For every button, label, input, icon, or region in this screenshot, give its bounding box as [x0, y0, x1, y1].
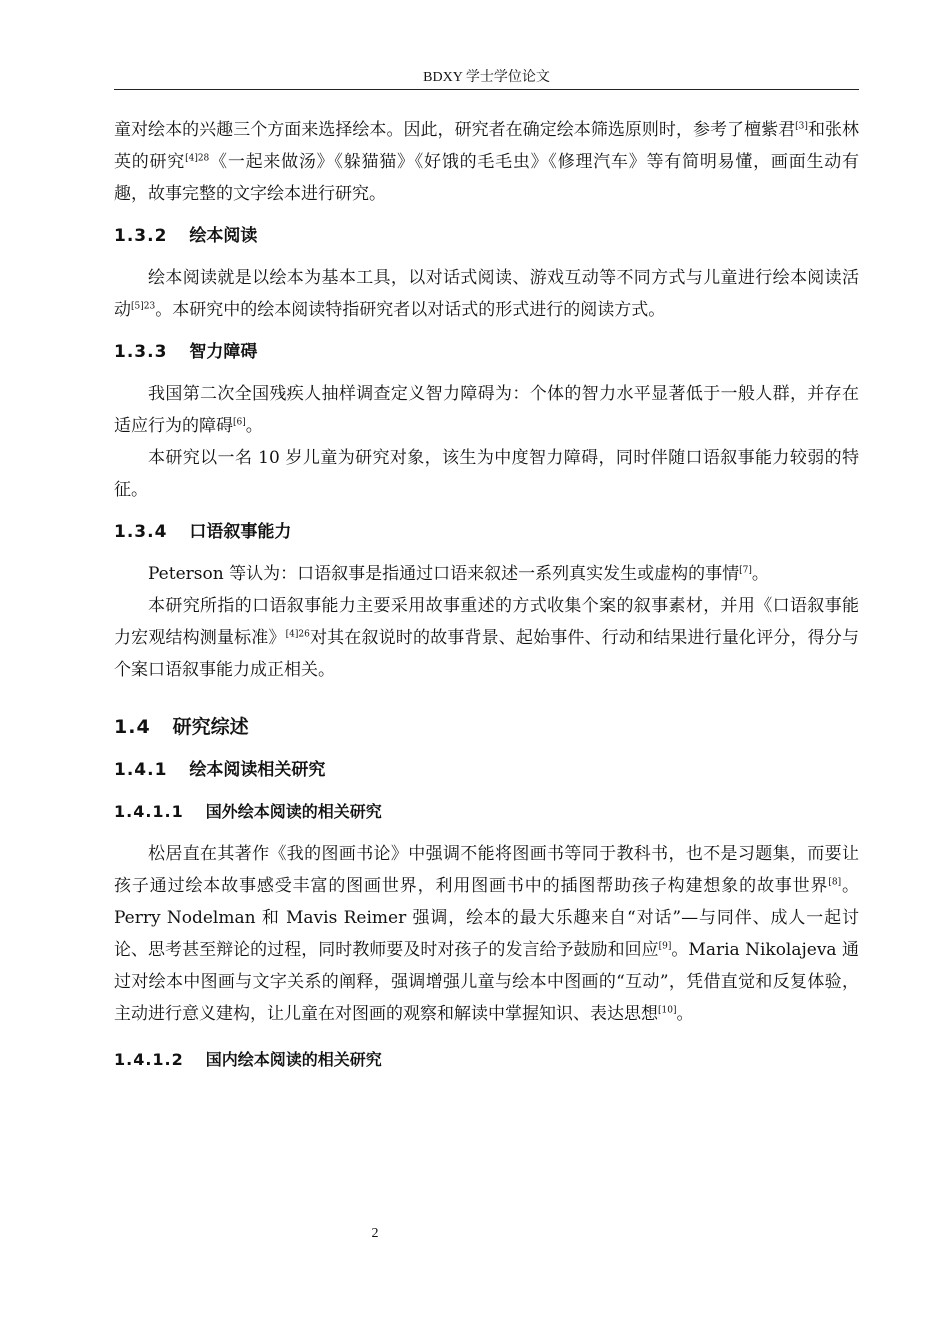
- citation: [9]: [658, 941, 672, 952]
- paragraph-5: Peterson 等认为：口语叙事是指通过口语来叙述一系列真实发生或虚构的事情[7]。: [148, 564, 769, 584]
- section-heading-1-4-1: 1.4.1 绘本阅读相关研究: [114, 760, 326, 780]
- paragraph-3: 我国第二次全国残疾人抽样调查定义智力障碍为：个体的智力水平显著低于一般人群，并存在适应行为的障碍[6]。: [114, 384, 859, 436]
- page-number: 2: [371, 1226, 379, 1241]
- citation: [6]: [233, 417, 246, 428]
- paragraph-2: 绘本阅读就是以绘本为基本工具，以对话式阅读、游戏互动等不同方式与儿童进行绘本阅读活动$^{[5]23}$。本研究中的绘本阅读特指研究者以对话式的形式进行的阅读方式。: [114, 268, 859, 320]
- paragraph-1: 童对绘本的兴趣三个方面来选择绘本。因此，研究者在确定绘本筛选原则时，参考了檀紫君[3]和张林英的研究$^{[4]28}$《一起来做汤》《躲猫猫》《好饿的毛毛虫》《修理汽车》等有简明易懂，画面生动有趣，故事完整的文字绘本进行研究。: [114, 120, 860, 204]
- section-heading-1-3-3: 1.3.3 智力障碍: [114, 342, 258, 362]
- paragraph-4: 本研究以一名 10 岁儿童为研究对象，该生为中度智力障碍，同时伴随口语叙事能力较弱的特征。: [114, 448, 859, 500]
- citation: [7]: [739, 565, 752, 576]
- page-body: [114, 114, 859, 1076]
- citation: [4]26: [285, 629, 310, 640]
- page-header: BDXY 学士学位论文: [114, 66, 859, 90]
- section-heading-1-4-1-1: 1.4.1.1 国外绘本阅读的相关研究: [114, 802, 382, 821]
- citation: [10]: [658, 1005, 677, 1016]
- citation: [3]: [795, 121, 808, 132]
- section-heading-1-4-1-2: 1.4.1.2 国内绘本阅读的相关研究: [114, 1050, 382, 1069]
- paragraph-6: 本研究所指的口语叙事能力主要采用故事重述的方式收集个案的叙事素材，并用《口语叙事能力宏观结构测量标准》$^{[4]26}$对其在叙说时的故事背景、起始事件、行动和结果进行量化评分，得分与个案口语叙事能力成正相关。: [114, 596, 860, 680]
- section-heading-1-3-4: 1.3.4 口语叙事能力: [114, 522, 292, 542]
- citation: [4]28: [185, 153, 210, 164]
- citation: [5]23: [131, 301, 156, 312]
- citation: [8]: [828, 877, 842, 888]
- section-heading-1-3-2: 1.3.2 绘本阅读: [114, 226, 258, 246]
- section-heading-1-4: 1.4 研究综述: [114, 716, 249, 738]
- paragraph-7: 松居直在其著作《我的图画书论》中强调不能将图画书等同于教科书，也不是习题集，而要让孩子通过绘本故事感受丰富的图画世界，利用图画书中的插图帮助孩子构建想象的故事世界[8]。Perry Nodelman 和 Mavis Reimer 强调，绘本的最大乐趣来自“对话”—与同伴、成人一起讨论、思考甚至辩论的过程，同时教师要及时对孩子的发言给予鼓励和回应[9]。Maria Nikolajeva 通过对绘本中图画与文字关系的阐释，强调增强儿童与绘本中图画的“互动”，凭借直觉和反复体验，主动进行意义建构，让儿童在对图画的观察和解读中掌握知识、表达思想[10]。: [114, 844, 860, 1024]
